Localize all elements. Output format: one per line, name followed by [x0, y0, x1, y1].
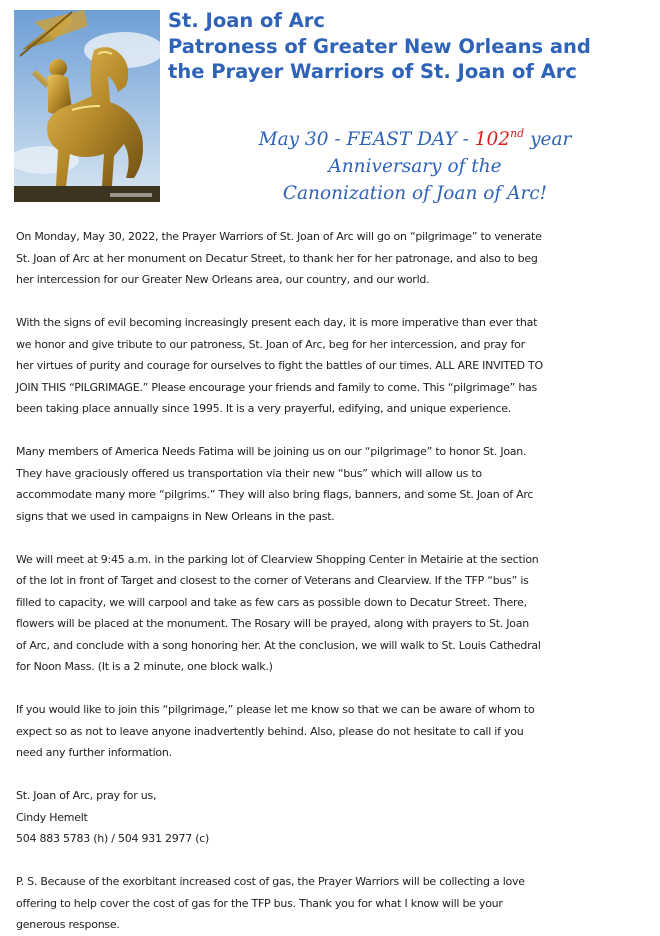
text-line: of Arc, and conclude with a song honoring her. At the conclusion, we will walk to St. Louis Cathedral: [16, 638, 541, 652]
signature-name: Cindy Hemelt: [16, 810, 88, 824]
text-line: filled to capacity, we will carpool and take as few cars as possible down to Decatur Street. There,: [16, 595, 527, 609]
text-line: Many members of America Needs Fatima will be joining us on our “pilgrimage” to honor St. Joan.: [16, 445, 527, 458]
signature-block: [16, 785, 654, 850]
text-line: generous response.: [16, 918, 120, 931]
text-line: They have graciously offered us transportation via their new “bus” which will allow us to: [16, 466, 482, 480]
feast-line-3: Canonization of Joan of Arc!: [282, 183, 548, 204]
title-line-3: the Prayer Warriors of St. Joan of Arc: [168, 60, 577, 83]
joan-of-arc-statue-image: [14, 10, 160, 202]
anniversary-number-value: 102: [474, 129, 511, 150]
anniversary-ordinal: nd: [510, 127, 525, 140]
text-line: expect so as not to leave anyone inadvertently behind. Also, please do not hesitate to call if you: [16, 724, 524, 738]
text-line: her intercession for our Greater New Orleans area, our country, and our world.: [16, 273, 430, 286]
title-line-2: Patroness of Greater New Orleans and: [168, 34, 591, 58]
text-line: P. S. Because of the exorbitant increased cost of gas, the Prayer Warriors will be collecting a love: [16, 875, 525, 888]
feast-year-text: year: [524, 129, 572, 150]
text-line: If you would like to join this “pilgrimage,” please let me know so that we can be aware of whom to: [16, 703, 535, 716]
text-line: we honor and give tribute to our patroness, St. Joan of Arc, beg for her intercession, and pray for: [16, 337, 525, 351]
page-title: [168, 8, 648, 85]
text-line: accommodate many more “pilgrims.” They will also bring flags, banners, and some St. Joan of Arc: [16, 488, 534, 501]
feast-line-2: Anniversary of the: [328, 156, 502, 177]
text-line: her virtues of purity and courage for ourselves to fight the battles of our times. ALL ARE INVITED TO: [16, 359, 543, 372]
title-line-1: St. Joan of Arc: [168, 9, 325, 32]
text-line: flowers will be placed at the monument. The Rosary will be prayed, along with prayers to St. Joan: [16, 617, 529, 630]
signature-phone: 504 883 5783 (h) / 504 931 2977 (c): [16, 832, 210, 845]
feast-line-1: [205, 120, 625, 153]
text-line: for Noon Mass. (It is a 2 minute, one block walk.): [16, 660, 273, 673]
postscript: [16, 871, 654, 936]
text-line: St. Joan of Arc at her monument on Decatur Street, to thank her for her patronage, and also to beg: [16, 251, 538, 265]
statue-photo: [14, 10, 160, 202]
signature-closing: St. Joan of Arc, pray for us,: [16, 789, 157, 802]
paragraph-4: [16, 549, 654, 678]
feast-day-heading: [205, 120, 625, 207]
text-line: We will meet at 9:45 a.m. in the parking lot of Clearview Shopping Center in Metairie at the section: [16, 552, 539, 566]
feast-date-text: May 30 - FEAST DAY -: [258, 129, 475, 150]
paragraph-5: [16, 699, 654, 764]
text-line: On Monday, May 30, 2022, the Prayer Warriors of St. Joan of Arc will go on “pilgrimage” to venerate: [16, 230, 542, 243]
paragraph-2: [16, 312, 654, 420]
paragraph-3: [16, 441, 654, 527]
anniversary-number: [475, 129, 524, 150]
text-line: JOIN THIS “PILGRIMAGE.” Please encourage your friends and family to come. This “pilgrimage” has: [16, 380, 538, 394]
text-line: been taking place annually since 1995. It is a very prayerful, edifying, and unique experience.: [16, 402, 512, 415]
paragraph-1: [16, 226, 654, 291]
text-line: With the signs of evil becoming increasingly present each day, it is more imperative than ever that: [16, 316, 538, 329]
text-line: offering to help cover the cost of gas for the TFP bus. Thank you for what I know will be your: [16, 896, 503, 910]
letter-body: [16, 226, 654, 936]
text-line: need any further information.: [16, 746, 172, 759]
text-line: signs that we used in campaigns in New Orleans in the past.: [16, 509, 335, 523]
text-line: of the lot in front of Target and closest to the corner of Veterans and Clearview. If the TFP “bus” is: [16, 574, 529, 587]
